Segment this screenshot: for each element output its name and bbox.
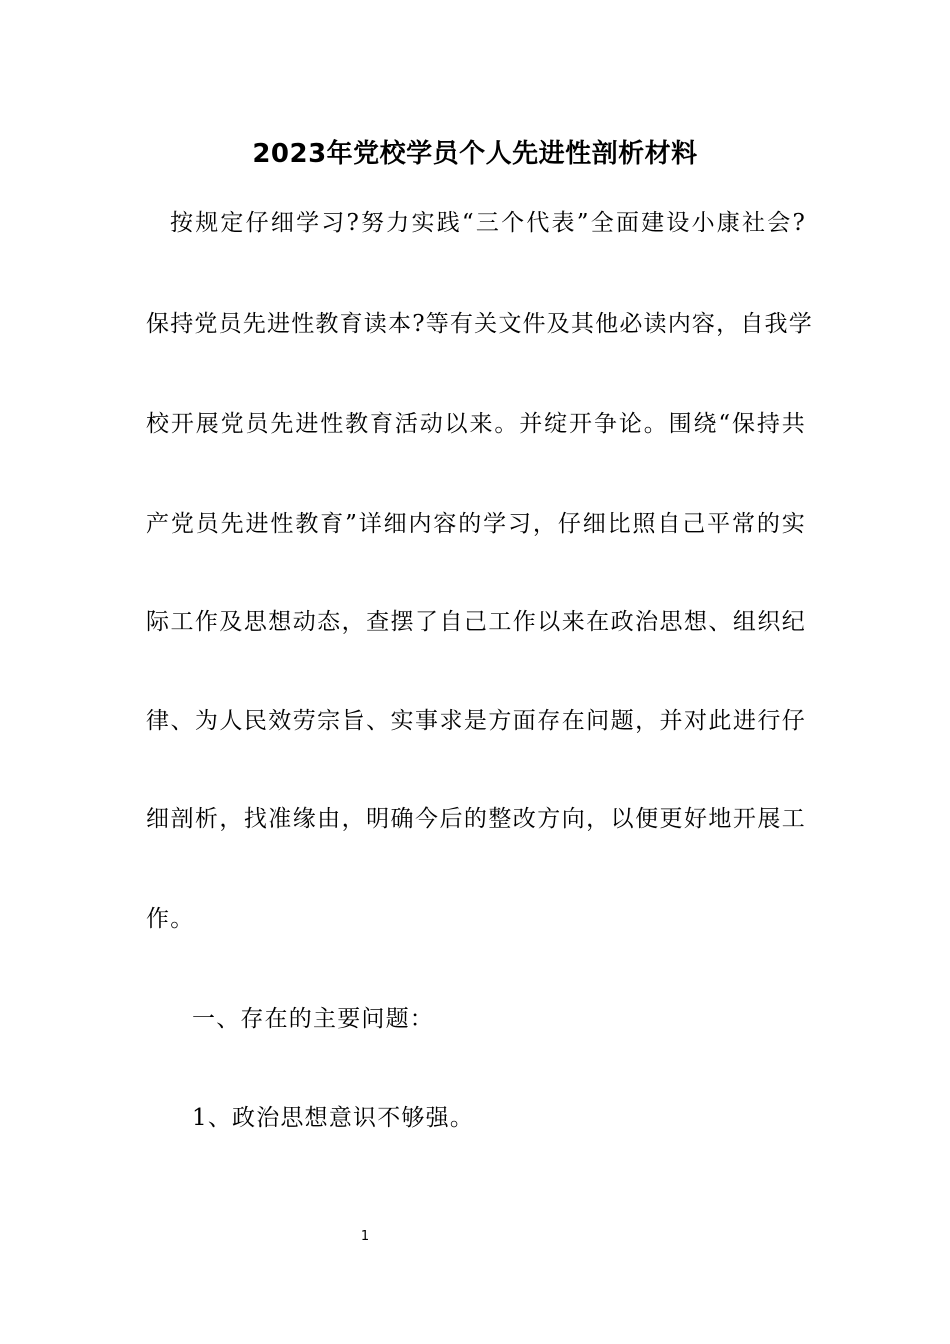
document-title: 2023年党校学员个人先进性剖析材料 [252, 139, 698, 169]
paragraph-line-4: 产党员先进性教育”详细内容的学习，仔细比照自己平常的实 [146, 511, 806, 537]
paragraph-line-6: 律、为人民效劳宗旨、实事求是方面存在问题，并对此进行仔 [146, 708, 806, 734]
paragraph-line-8: 作。 [146, 906, 195, 932]
paragraph-line-7: 细剖析，找准缘由，明确今后的整改方向，以便更好地开展工 [146, 806, 806, 832]
paragraph-line-2: 保持党员先进性教育读本?等有关文件及其他必读内容，自我学 [146, 311, 813, 337]
section-heading: 一、存在的主要问题： [192, 1006, 434, 1032]
sub-heading: 1、政治思想意识不够强。 [192, 1105, 475, 1131]
page-number: 1 [360, 1229, 370, 1244]
paragraph-line-3: 校开展党员先进性教育活动以来。并绽开争论。围绕“保持共 [146, 411, 806, 437]
paragraph-line-1: 按规定仔细学习?努力实践“三个代表”全面建设小康社会? [170, 210, 806, 236]
paragraph-line-5: 际工作及思想动态，查摆了自己工作以来在政治思想、组织纪 [146, 609, 806, 635]
